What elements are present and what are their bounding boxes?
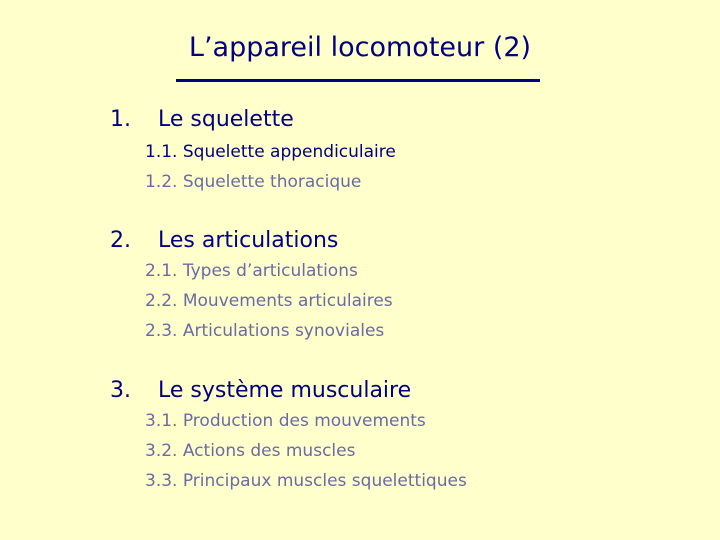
subitem-label: Actions des muscles (182, 441, 356, 461)
section-number: 1. (110, 107, 131, 132)
subitem-number: 2.3. (145, 321, 178, 341)
subitem (145, 411, 426, 431)
slide-title: L’appareil locomoteur (2) (188, 32, 532, 63)
subitem-label: Types d’articulations (182, 261, 358, 281)
subitem-label: Squelette thoracique (182, 172, 362, 192)
section-heading: Le système musculaire (158, 378, 412, 403)
subitem-number: 3.2. (145, 441, 178, 461)
subitem-label: Production des mouvements (182, 411, 426, 431)
subitem-number: 3.3. (145, 471, 178, 491)
subitem (145, 441, 355, 461)
section-number: 3. (110, 378, 131, 403)
title-underline (176, 79, 540, 82)
subitem (145, 261, 358, 281)
section-number: 2. (110, 228, 131, 253)
section-heading: Le squelette (158, 107, 294, 132)
subitem (145, 291, 393, 311)
subitem-label: Squelette appendiculaire (182, 142, 396, 162)
subitem-label: Mouvements articulaires (182, 291, 393, 311)
subitem-number: 1.2. (145, 172, 178, 192)
subitem-number: 3.1. (145, 411, 178, 431)
subitem (145, 172, 361, 192)
subitem-number: 1.1. (145, 142, 178, 162)
subitem (145, 142, 396, 162)
section-heading: Les articulations (158, 228, 339, 253)
subitem-number: 2.2. (145, 291, 178, 311)
subitem-label: Articulations synoviales (182, 321, 385, 341)
subitem-number: 2.1. (145, 261, 178, 281)
subitem (145, 471, 467, 491)
subitem (145, 321, 384, 341)
subitem-label: Principaux muscles squelettiques (182, 471, 467, 491)
